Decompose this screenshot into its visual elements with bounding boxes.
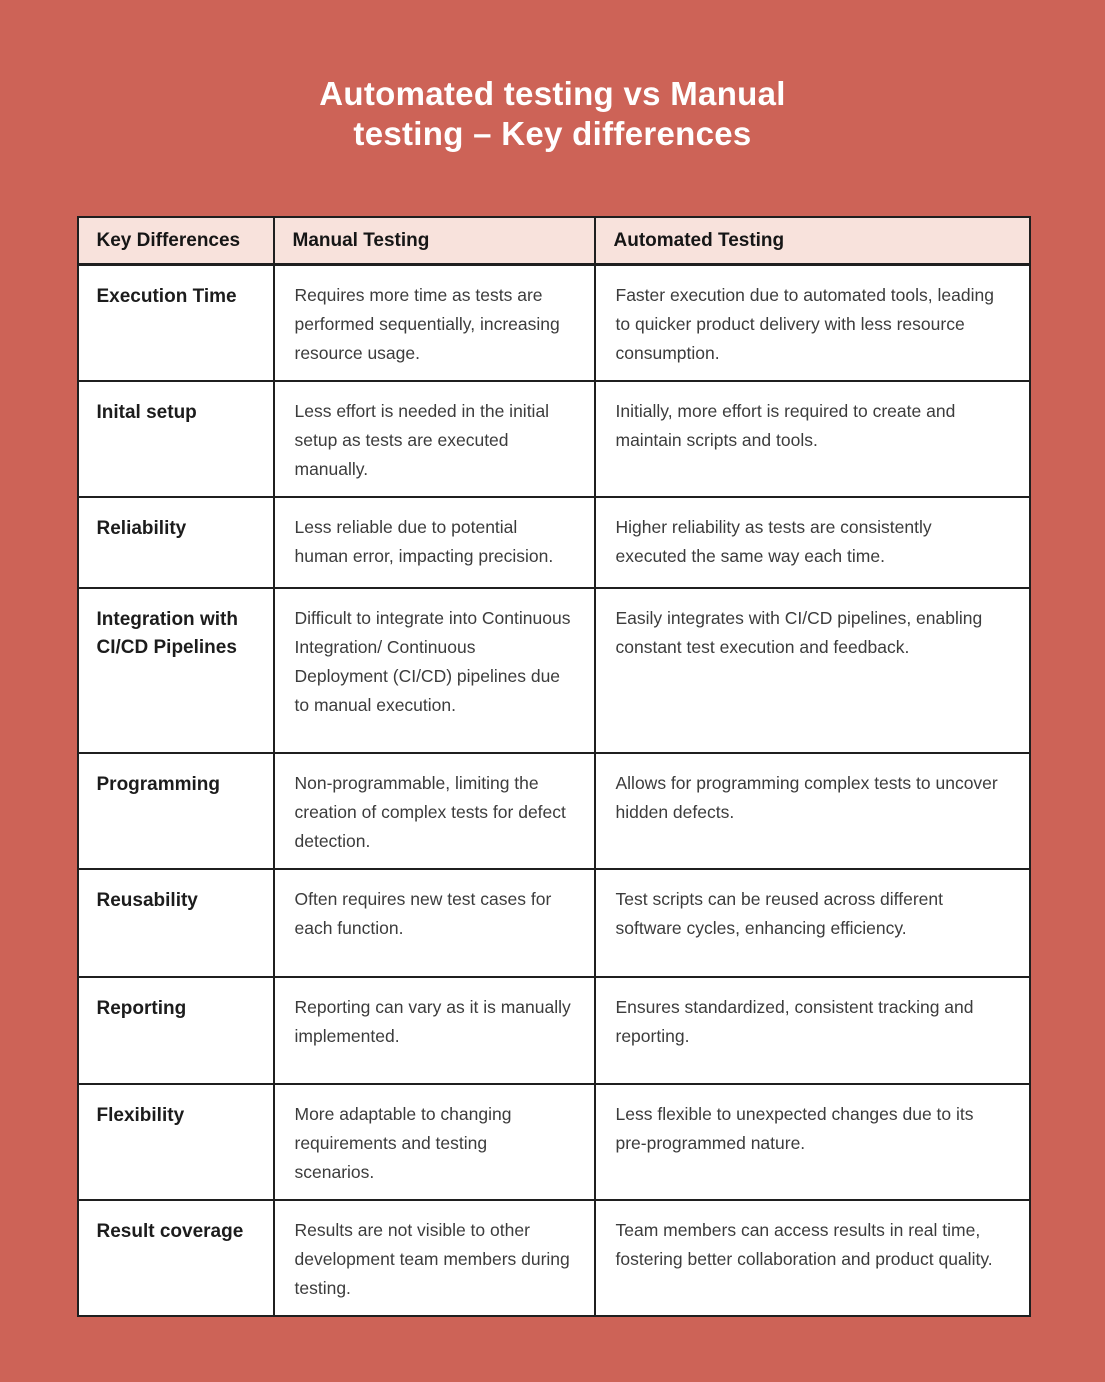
row-automated-cell: Faster execution due to automated tools, leading to quicker product delivery with less resource consumption. <box>595 265 1030 382</box>
row-automated-cell: Initially, more effort is required to create and maintain scripts and tools. <box>595 381 1030 497</box>
table-header-row <box>78 217 1030 265</box>
page-title-line-2: testing – Key differences <box>353 115 752 152</box>
row-key: Inital setup <box>78 381 274 497</box>
row-key: Result coverage <box>78 1200 274 1316</box>
row-manual-cell: Reporting can vary as it is manually implemented. <box>274 977 595 1084</box>
row-key: Integration with CI/CD Pipelines <box>78 588 274 753</box>
row-automated-cell: Less flexible to unexpected changes due to its pre-programmed nature. <box>595 1084 1030 1200</box>
table-row <box>78 1084 1030 1200</box>
row-key: Reporting <box>78 977 274 1084</box>
row-manual-cell: More adaptable to changing requirements and testing scenarios. <box>274 1084 595 1200</box>
page-title-line-1: Automated testing vs Manual <box>319 75 786 112</box>
page-title <box>0 0 1105 154</box>
comparison-table-container <box>77 216 1029 1317</box>
table-row <box>78 869 1030 977</box>
table-row <box>78 977 1030 1084</box>
header-key-differences: Key Differences <box>78 217 274 265</box>
row-automated-cell: Allows for programming complex tests to uncover hidden defects. <box>595 753 1030 869</box>
row-key: Reusability <box>78 869 274 977</box>
row-manual-cell: Results are not visible to other development team members during testing. <box>274 1200 595 1316</box>
header-manual-testing: Manual Testing <box>274 217 595 265</box>
row-manual-cell: Difficult to integrate into Continuous Integration/ Continuous Deployment (CI/CD) pipelines due to manual execution. <box>274 588 595 753</box>
row-manual-cell: Less reliable due to potential human error, impacting precision. <box>274 497 595 588</box>
table-row <box>78 1200 1030 1316</box>
row-manual-cell: Non-programmable, limiting the creation of complex tests for defect detection. <box>274 753 595 869</box>
row-key: Programming <box>78 753 274 869</box>
row-automated-cell: Test scripts can be reused across different software cycles, enhancing efficiency. <box>595 869 1030 977</box>
table-row <box>78 497 1030 588</box>
comparison-table <box>77 216 1031 1317</box>
table-row <box>78 753 1030 869</box>
row-automated-cell: Team members can access results in real time, fostering better collaboration and product quality. <box>595 1200 1030 1316</box>
row-automated-cell: Easily integrates with CI/CD pipelines, enabling constant test execution and feedback. <box>595 588 1030 753</box>
row-automated-cell: Ensures standardized, consistent tracking and reporting. <box>595 977 1030 1084</box>
row-automated-cell: Higher reliability as tests are consistently executed the same way each time. <box>595 497 1030 588</box>
header-automated-testing: Automated Testing <box>595 217 1030 265</box>
table-row <box>78 381 1030 497</box>
table-row <box>78 265 1030 382</box>
row-key: Execution Time <box>78 265 274 382</box>
row-key: Reliability <box>78 497 274 588</box>
row-manual-cell: Less effort is needed in the initial setup as tests are executed manually. <box>274 381 595 497</box>
row-key: Flexibility <box>78 1084 274 1200</box>
row-manual-cell: Requires more time as tests are performed sequentially, increasing resource usage. <box>274 265 595 382</box>
table-row <box>78 588 1030 753</box>
row-manual-cell: Often requires new test cases for each function. <box>274 869 595 977</box>
